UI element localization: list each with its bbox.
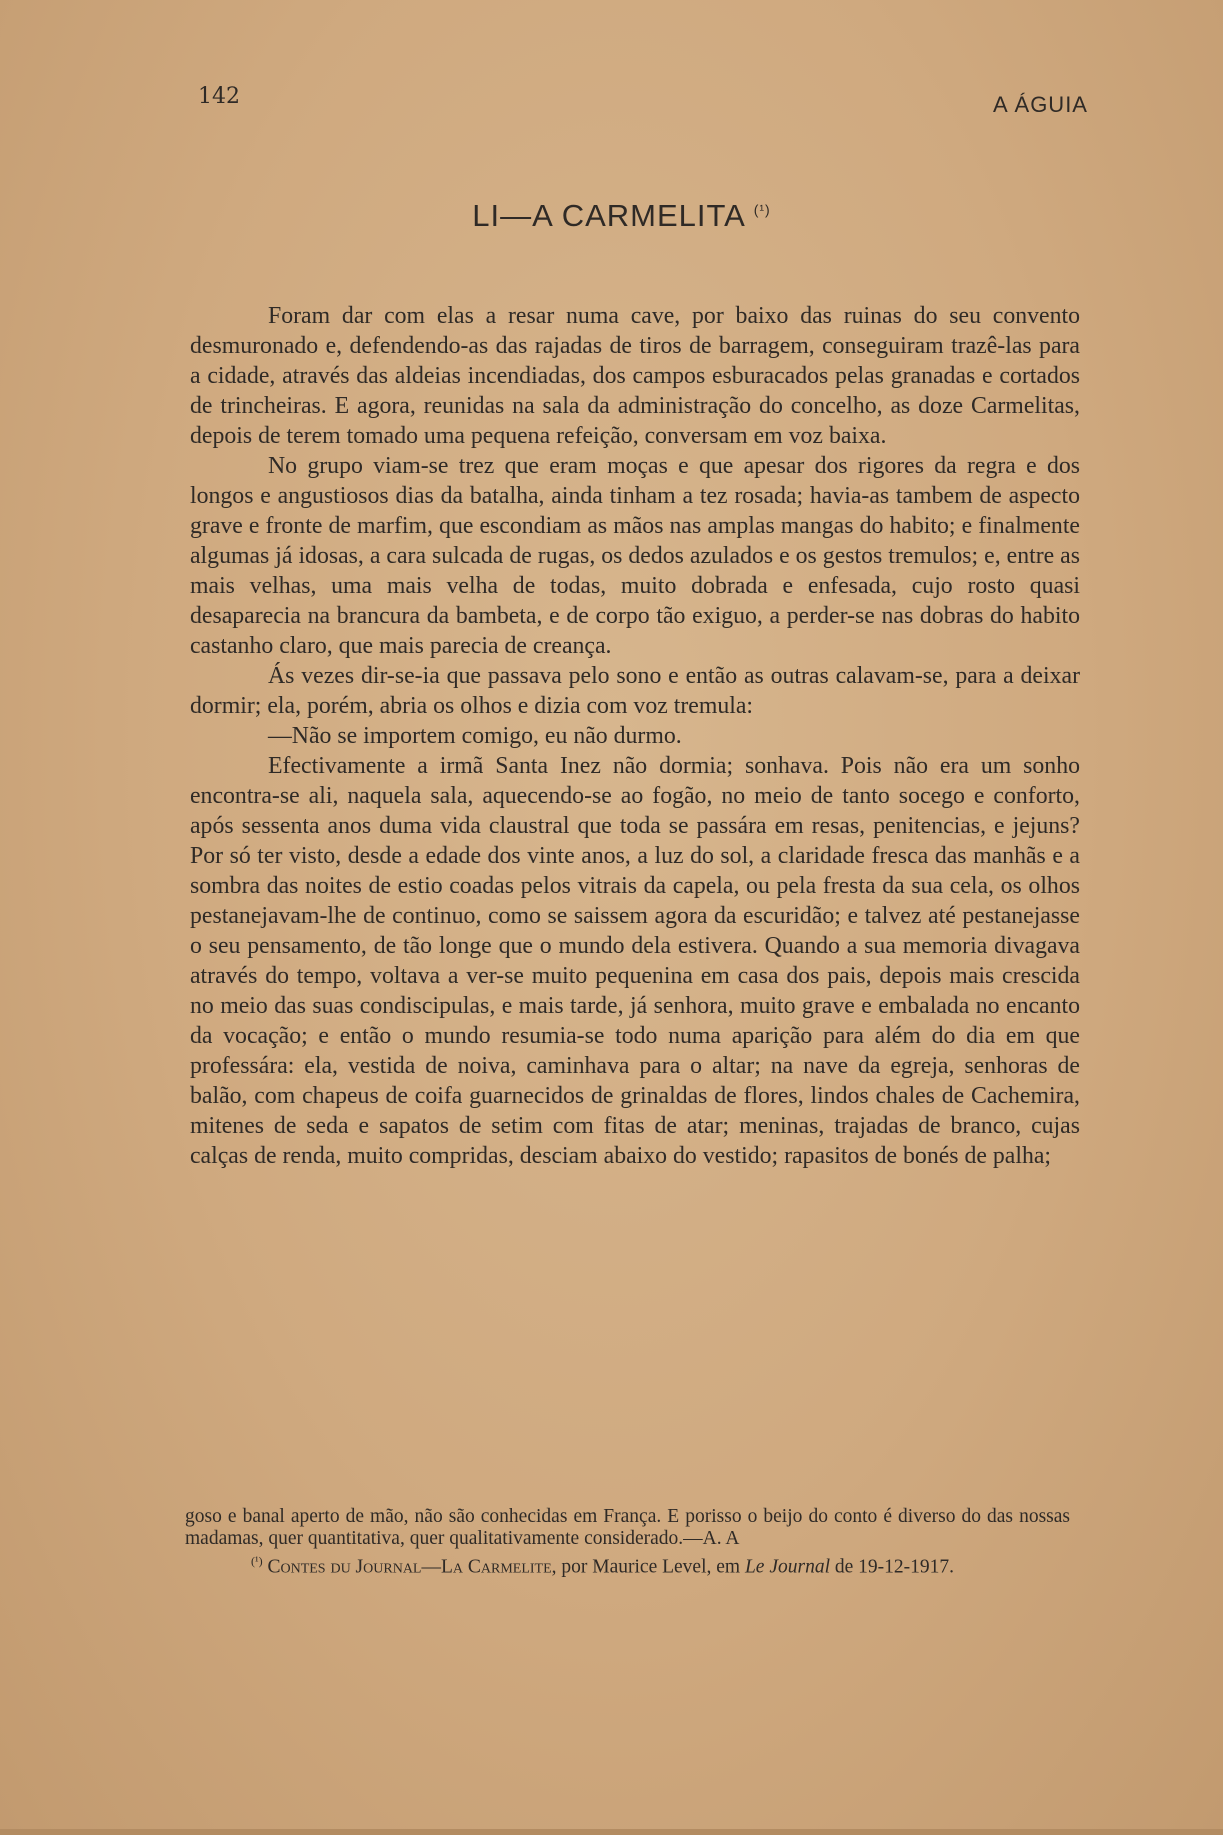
running-head: A ÁGUIA bbox=[992, 92, 1088, 117]
footnotes bbox=[185, 1506, 1070, 1579]
chapter-title-text: LI—A CARMELITA bbox=[472, 198, 745, 233]
page-number: 142 bbox=[198, 84, 240, 109]
footnote-1-source-label: Contes du Journal—La Carmelite, bbox=[267, 1556, 557, 1578]
footnote-1-author: por Maurice Level, em bbox=[561, 1556, 741, 1578]
paragraph-4-dialogue: —Não se importem comigo, eu não durmo. bbox=[268, 723, 682, 749]
page-bottom-edge bbox=[0, 1829, 1223, 1835]
paragraph-5: Efectivamente a irmã Santa Inez não dormia; sonhava. Pois não era um sonho encontra-se ali, naquela sala, aquecendo-se ao fogão, no meio de tanto socego e conforto, após sessenta anos duma vida claustral que toda se passára em resas, penitencias, e jejuns? Por só ter visto, desde a edade dos vinte anos, a luz do sol, a claridade fresca das manhãs e a sombra das noites de estio coadas pelos vitrais da capela, ou pela fresta da sua cela, os olhos pestanejavam-lhe de continuo, como se saissem agora da escuridão; e talvez até pestanejasse o seu pensamento, de tão longe que o mundo dela estivera. Quando a sua memoria divagava através do tempo, voltava a ver-se muito pequenina em casa dos pais, depois mais crescida no meio das suas condiscipulas, e mais tarde, já senhora, muito grave e embalada no encanto da vocação; e então o mundo resumia-se todo numa aparição para além do dia em que professára: ela, vestida de noiva, caminhava para o altar; na nave da egreja, senhoras de balão, com chapeus de coifa guarnecidos de grinaldas de flores, lindos chales de Cachemira, mitenes de seda e sapatos de setim com fitas de atar; meninas, trajadas de branco, cujas calças de renda, muito compridas, desciam abaixo do vestido; rapasitos de bonés de palha; bbox=[190, 753, 1080, 1169]
body-text bbox=[190, 301, 1080, 1171]
footnote-1-marker: (¹) bbox=[251, 1554, 263, 1568]
chapter-title bbox=[0, 198, 1223, 234]
paragraph-2: No grupo viam-se trez que eram moças e que apesar dos rigores da regra e dos longos e angustiosos dias da batalha, ainda tinham a tez rosada; havia-as tambem de aspecto grave e fronte de marfim, que escondiam as mãos nas amplas mangas do habito; e finalmente algumas já idosas, a cara sulcada de rugas, os dedos azulados e os gestos tremulos; e, entre as mais velhas, uma mais velha de todas, muito dobrada e enfesada, cujo rosto quasi desaparecia na brancura da bambeta, e de corpo tão exiguo, a perder-se nas dobras do habito castanho claro, que mais parecia de creança. bbox=[190, 453, 1080, 659]
paragraph-3: Ás vezes dir-se-ia que passava pelo sono e então as outras calavam-se, para a deixar dormir; ela, porém, abria os olhos e dizia com voz tremula: bbox=[190, 663, 1080, 719]
footnote-1-date: de 19-12-1917. bbox=[834, 1556, 955, 1578]
footnote-1 bbox=[185, 1550, 1070, 1579]
chapter-footnote-marker: (¹) bbox=[753, 201, 771, 218]
paragraph-1: Foram dar com elas a resar numa cave, por baixo das ruinas do seu convento desmuronado e, defendendo-as das rajadas de tiros de barragem, conseguiram trazê-las para a cidade, através das aldeias incendiadas, dos campos esburacados pelas granadas e cortados de trincheiras. E agora, reunidas na sala da administração do concelho, as doze Carmelitas, depois de terem tomado uma pequena refeição, conversam em voz baixa. bbox=[190, 303, 1080, 449]
footnote-1-publication: Le Journal bbox=[744, 1556, 830, 1578]
footnote-continuation: goso e banal aperto de mão, não são conhecidas em França. E porisso o beijo do conto é diverso do das nossas madamas, quer quantitativa, quer qualitativamente considerado.—A. A bbox=[185, 1506, 1070, 1549]
